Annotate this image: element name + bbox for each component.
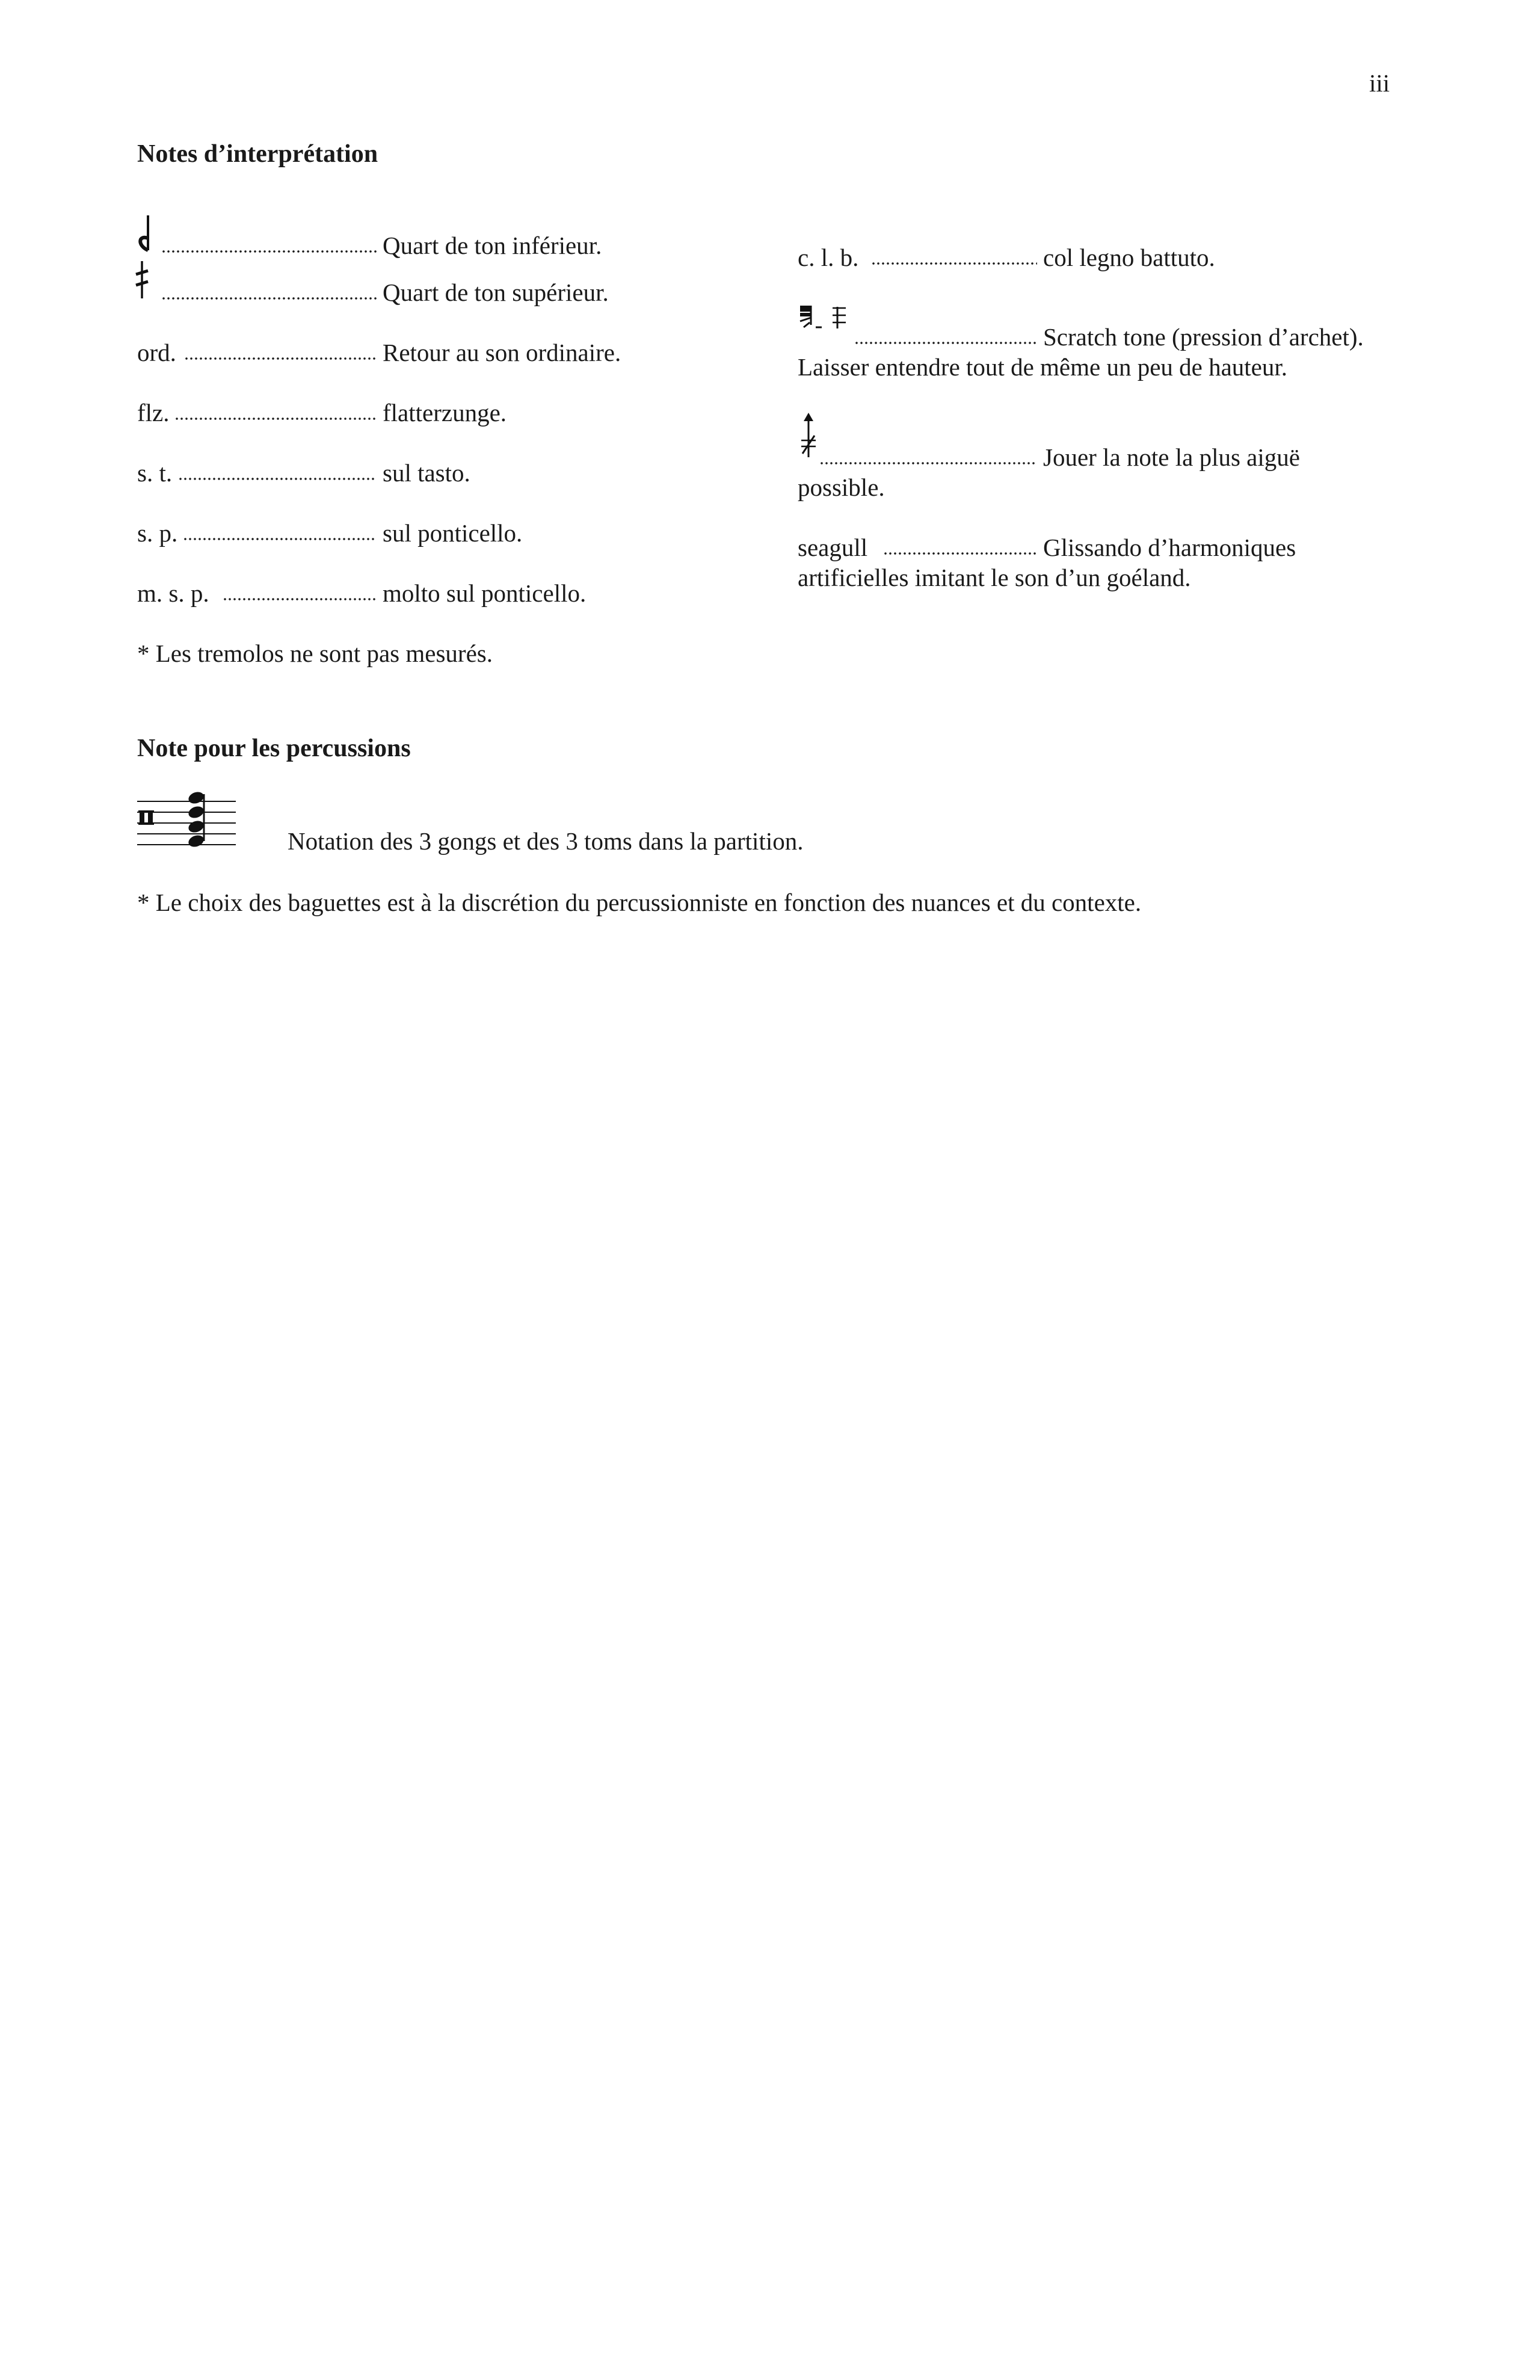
legend-definition: flatterzunge. <box>383 399 507 427</box>
legend-term: s. p. <box>137 519 178 547</box>
highest-note-icon <box>798 412 822 466</box>
legend-continuation: artificielles imitant le son d’un goéland. <box>798 564 1191 591</box>
percussion-heading: Note pour les percussions <box>137 735 411 762</box>
legend-definition: Retour au son ordinaire. <box>383 339 621 366</box>
legend-definition: col legno battuto. <box>1043 244 1215 271</box>
legend-term: m. s. p. <box>137 579 209 607</box>
mallet-note: * Le choix des baguettes est à la discrétion du percussionniste en fonction des nuances et du contexte. <box>137 889 1142 916</box>
legend-term: ord. <box>137 339 176 366</box>
legend-definition: molto sul ponticello. <box>383 579 587 607</box>
interpretation-heading: Notes d’interprétation <box>137 140 378 168</box>
legend-definition: Jouer la note la plus aiguë <box>1043 443 1300 471</box>
legend-term: seagull <box>798 534 868 561</box>
legend-continuation: Laisser entendre tout de même un peu de hauteur. <box>798 353 1288 381</box>
quarter-flat-icon <box>136 214 154 256</box>
legend-definition: sul tasto. <box>383 459 470 487</box>
legend-definition: sul ponticello. <box>383 519 523 547</box>
legend-definition: Glissando d’harmoniques <box>1043 534 1296 561</box>
percussion-staff-icon <box>136 792 238 852</box>
scratch-tone-icon <box>798 303 852 345</box>
legend-definition: Scratch tone (pression d’archet). <box>1043 323 1364 351</box>
quarter-sharp-icon <box>134 260 152 302</box>
legend-definition: Quart de ton inférieur. <box>383 232 602 259</box>
legend-definition: Quart de ton supérieur. <box>383 279 609 306</box>
staff-caption: Notation des 3 gongs et des 3 toms dans la partition. <box>288 827 804 855</box>
legend-term: flz. <box>137 399 170 427</box>
page-number: iii <box>1369 69 1390 97</box>
legend-continuation: possible. <box>798 473 885 501</box>
tremolo-note: * Les tremolos ne sont pas mesurés. <box>137 640 493 667</box>
legend-term: c. l. b. <box>798 244 859 271</box>
legend-term: s. t. <box>137 459 173 487</box>
